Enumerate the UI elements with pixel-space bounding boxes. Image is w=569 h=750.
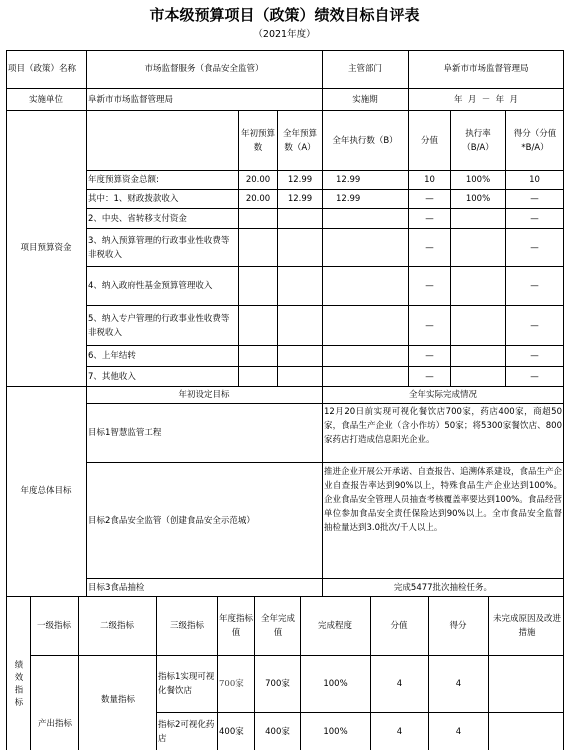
budget-row-rate: 100% (465, 194, 491, 204)
budget-row-label: 3、纳入预算管理的行政事业性收费等非税收入 (88, 235, 230, 260)
budget-row-full: 12.99 (287, 194, 313, 204)
budget-row-score: — (425, 242, 434, 253)
indicator-score: 4 (396, 726, 403, 737)
indicator-level3: 指标2可视化药店 (158, 719, 215, 744)
indicator-reason (489, 713, 563, 750)
col-level1: 一级指标 (36, 621, 71, 631)
budget-row-score: — (425, 213, 434, 224)
col-reason: 未完成原因及改进措施 (492, 614, 561, 638)
budget-row-score: — (425, 281, 434, 291)
budget-row-score: — (425, 351, 434, 361)
col-full-budget: 全年预算数（A） (282, 129, 317, 153)
budget-row-exec: 12.99 (336, 175, 361, 185)
indicator-score: 4 (396, 679, 403, 689)
budget-row-label: 2、中央、省转移支付资金 (88, 213, 187, 224)
goal-target: 目标2食品安全监管（创建食品安全示范城） (88, 515, 255, 526)
budget-row-label: 其中：1、财政拨款收入 (88, 194, 179, 204)
project-name-value: 市场监督服务（食品安全监管） (144, 64, 264, 74)
budget-row-points: — (530, 281, 539, 291)
budget-row-full: 12.99 (287, 175, 313, 185)
project-name-label: 项目（政策）名称 (8, 64, 77, 74)
budget-row-label: 年度预算资金总额: (88, 175, 159, 185)
budget-row-label: 6、上年结转 (88, 351, 136, 361)
indicator-degree: 100% (323, 679, 348, 689)
budget-row-points: 10 (529, 175, 540, 185)
level1-value: 产出指标 (38, 719, 73, 729)
budget-row-score: — (425, 320, 434, 331)
goal-actual: 12月20日前实现可视化餐饮店700家，药店400家，商超50家，食品生产企业（含小作坊）50家；将5300家餐饮店、800家药店打造成信息阳光企业。 (324, 407, 562, 445)
budget-row-points: — (530, 242, 539, 253)
impl-unit-value: 阜新市市场监督管理局 (88, 94, 174, 105)
budget-row-points: — (530, 371, 539, 382)
col-target-value: 年度指标值 (218, 614, 253, 638)
dept-value: 阜新市市场监督管理局 (443, 64, 529, 74)
col-actual-completion: 全年实际完成情况 (408, 390, 477, 400)
budget-row-label: 4、纳入政府性基金预算管理收入 (88, 281, 213, 291)
goals-section-label: 年度总体目标 (20, 486, 72, 496)
col-annual-target: 年初设定目标 (178, 390, 230, 400)
col-ind-points: 得分 (449, 621, 467, 631)
indicator-reason (489, 657, 563, 711)
indicator-target: 400家 (219, 726, 244, 737)
budget-row-label: 7、其他收入 (88, 371, 136, 382)
goal-target: 目标3食品抽检 (88, 582, 145, 593)
indicator-points: 4 (455, 679, 462, 689)
budget-row-score: — (425, 194, 434, 204)
budget-row-points: — (530, 194, 539, 204)
goal-actual: 推进企业开展公开承诺、自查报告、追溯体系建设，食品生产企业自查报告率达到90%以上，特殊食品生产企业达到100%。企业食品安全管理人员抽查考核覆盖率要达到100%。食品经营单位参加食品安全责任保险达到90%以上。全市食品安全监督抽检量达到3.0批次/千人以上。 (324, 467, 562, 533)
budget-row-label: 5、纳入专户管理的行政事业性收费等非税收入 (88, 313, 230, 338)
col-level3: 三级指标 (170, 621, 204, 631)
indicator-done: 700家 (265, 679, 290, 689)
indicator-degree: 100% (323, 726, 348, 737)
level2-value: 数量指标 (100, 695, 135, 705)
goal-target: 目标1智慧监管工程 (88, 428, 162, 438)
budget-row-points: — (530, 351, 539, 361)
budget-row-score: — (425, 371, 434, 382)
col-exec-rate: 执行率（B/A） (462, 129, 494, 153)
page-title: 市本级预算项目（政策）绩效目标自评表 (149, 6, 420, 24)
col-points: 得分（分值*B/A） (513, 128, 557, 153)
indicator-points: 4 (455, 726, 462, 737)
impl-unit-label: 实施单位 (28, 94, 63, 105)
indicator-done: 400家 (265, 726, 290, 737)
col-ind-score: 分值 (390, 621, 408, 631)
col-exec: 全年执行数（B） (332, 136, 398, 146)
indicator-level3: 指标1实现可视化餐饮店 (158, 672, 215, 696)
budget-row-points: — (530, 213, 539, 224)
budget-row-rate: 100% (465, 175, 491, 185)
dept-label: 主管部门 (347, 64, 382, 74)
budget-section-label: 项目预算资金 (20, 243, 72, 253)
period-label: 实施期 (352, 94, 378, 105)
page-subtitle: （2021年度） (253, 29, 316, 40)
col-score: 分值 (420, 136, 438, 146)
budget-row-score: 10 (424, 175, 435, 185)
indicator-target: 700家 (219, 679, 244, 689)
period-value: 年 月 － 年 月 (453, 94, 519, 105)
budget-row-initial: 20.00 (245, 175, 271, 185)
budget-row-points: — (530, 320, 539, 331)
col-done-value: 全年完成值 (260, 614, 295, 638)
col-initial-budget: 年初预算数 (240, 129, 275, 153)
indicators-section-label: 绩效指标 (13, 660, 23, 710)
col-degree: 完成程度 (317, 621, 352, 631)
budget-row-exec: 12.99 (336, 194, 361, 204)
col-level2: 二级指标 (99, 621, 134, 631)
goal-actual: 完成5477批次抽检任务。 (393, 582, 493, 593)
budget-row-initial: 20.00 (245, 194, 271, 204)
